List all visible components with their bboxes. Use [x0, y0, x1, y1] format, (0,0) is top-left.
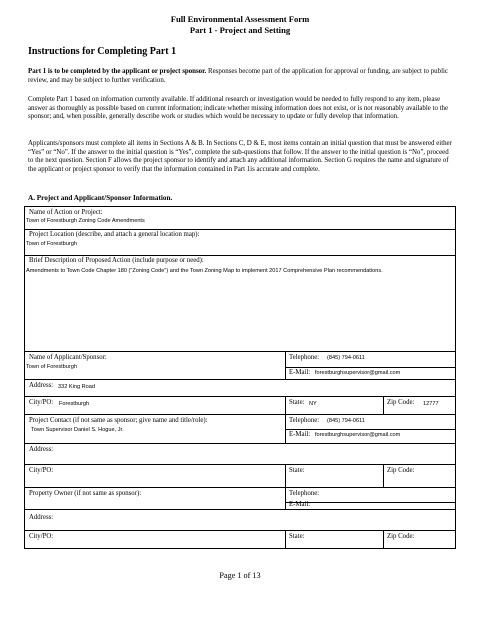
- form-subtitle: Part 1 - Project and Setting: [189, 25, 291, 35]
- owner-zip-label: Zip Code:: [387, 533, 415, 540]
- form-column-divider: [285, 530, 286, 549]
- instructions-paragraph-1-bold: Part 1 is to be completed by the applicant or project sponsor.: [28, 68, 207, 75]
- owner-telephone-label: Telephone:: [289, 490, 320, 497]
- owner-email-label: E-Mail:: [289, 501, 311, 508]
- form-row-divider: [25, 396, 455, 397]
- instructions-paragraph-2: Complete Part 1 based on information currently available. If additional research or investigation would be needed to fully respond to any item, please answer as thoroughly as possible based on current information; indicate whether missing information does not exist, or is not reasonably available to the sponsor; and, when possible, generally describe work or studies which would be necessary to update or fully develop that information.: [28, 96, 449, 121]
- form-column-divider: [383, 464, 384, 487]
- form-row-divider: [285, 502, 455, 503]
- project-contact-field[interactable]: Town Supervisor Daniel S. Hogue, Jr.: [31, 427, 124, 433]
- applicant-name-field[interactable]: Town of Forestburgh: [26, 364, 77, 370]
- applicant-city-field[interactable]: Forestburgh: [59, 401, 90, 407]
- instructions-heading: Instructions for Completing Part 1: [28, 46, 177, 57]
- contact-telephone-label: Telephone:: [289, 417, 320, 424]
- project-location-field[interactable]: Town of Forestburgh: [26, 241, 77, 247]
- applicant-address-label: Address:: [29, 382, 54, 389]
- form-row-divider: [25, 443, 455, 444]
- form-row-divider: [285, 429, 455, 430]
- owner-state-label: State:: [289, 533, 305, 540]
- form-row-divider: [25, 255, 455, 256]
- applicant-state-field[interactable]: NY: [309, 401, 317, 407]
- instructions-paragraph-3: Applicants/sponsors must complete all items in Sections A & B. In Sections C, D & E, most items contain an initial question that must be answered either “Yes” or “No”. If the answer to the initial question is “Yes”, complete the sub-questions that follow. If the answer to the initial question is “No”, proceed to the next question. Section F allows the project sponsor to identify and attach any additional information. Section G requires the name and signature of the applicant or project sponsor to verify that the information contained in Part 1is accurate and complete.: [28, 140, 452, 173]
- applicant-city-label: City/PO:: [29, 399, 54, 406]
- form-column-divider: [285, 351, 286, 379]
- form-row-divider: [25, 229, 455, 230]
- section-a-form: [24, 206, 456, 549]
- contact-city-label: City/PO:: [29, 467, 54, 474]
- owner-address-label: Address:: [29, 514, 54, 521]
- applicant-email-field[interactable]: forestburghsupervisor@gmail.com: [315, 370, 401, 376]
- form-row-divider: [25, 464, 455, 465]
- project-name-label: Name of Action or Project:: [29, 209, 103, 216]
- form-row-divider: [285, 367, 455, 368]
- applicant-email-label: E-Mail:: [289, 369, 311, 376]
- project-description-field[interactable]: Amendments to Town Code Chapter 180 ("Zoning Code") and the Town Zoning Map to implement 2017 Comprehensive Plan recommendations.: [26, 268, 383, 274]
- form-column-divider: [285, 396, 286, 443]
- applicant-name-label: Name of Applicant/Sponsor:: [29, 354, 107, 361]
- form-row-divider: [25, 487, 455, 488]
- form-column-divider: [383, 530, 384, 549]
- applicant-telephone-label: Telephone:: [289, 354, 320, 361]
- instructions-paragraph-1-text: Responses become part of the application for approval or funding, are subject to public review, and may be subject to further verification.: [28, 68, 448, 84]
- form-row-divider: [25, 414, 455, 415]
- property-owner-label: Property Owner (if not same as sponsor):: [29, 490, 142, 497]
- form-column-divider: [383, 396, 384, 414]
- instructions-paragraph-1: [28, 68, 452, 85]
- contact-zip-label: Zip Code:: [387, 467, 415, 474]
- contact-address-label: Address:: [29, 446, 54, 453]
- owner-city-label: City/PO:: [29, 533, 54, 540]
- form-title: Full Environmental Assessment Form: [170, 14, 310, 24]
- form-row-divider: [25, 351, 455, 352]
- applicant-zip-label: Zip Code:: [387, 399, 415, 406]
- project-description-label: Brief Description of Proposed Action (include purpose or need):: [29, 257, 204, 264]
- form-row-divider: [25, 509, 455, 510]
- contact-state-label: State:: [289, 467, 305, 474]
- form-row-divider: [25, 379, 455, 380]
- applicant-address-field[interactable]: 332 King Road: [58, 384, 96, 390]
- form-column-divider: [285, 464, 286, 509]
- section-a-heading: A. Project and Applicant/Sponsor Information.: [28, 194, 173, 202]
- project-location-label: Project Location (describe, and attach a general location map):: [29, 231, 200, 238]
- contact-email-field[interactable]: forestburghsupervisor@gmail.com: [315, 432, 401, 438]
- project-name-field[interactable]: Town of Forestburgh Zoning Code Amendments: [26, 218, 145, 224]
- contact-telephone-field[interactable]: (845) 794-0611: [327, 418, 365, 424]
- contact-email-label: E-Mail:: [289, 431, 311, 438]
- applicant-state-label: State:: [289, 399, 305, 406]
- project-contact-label: Project Contact (if not same as sponsor; give name and title/role):: [29, 417, 208, 424]
- page-number: Page 1 of 13: [219, 571, 261, 580]
- applicant-zip-field[interactable]: 12777: [423, 401, 439, 407]
- applicant-telephone-field[interactable]: (845) 794-0611: [327, 355, 365, 361]
- form-row-divider: [25, 530, 455, 531]
